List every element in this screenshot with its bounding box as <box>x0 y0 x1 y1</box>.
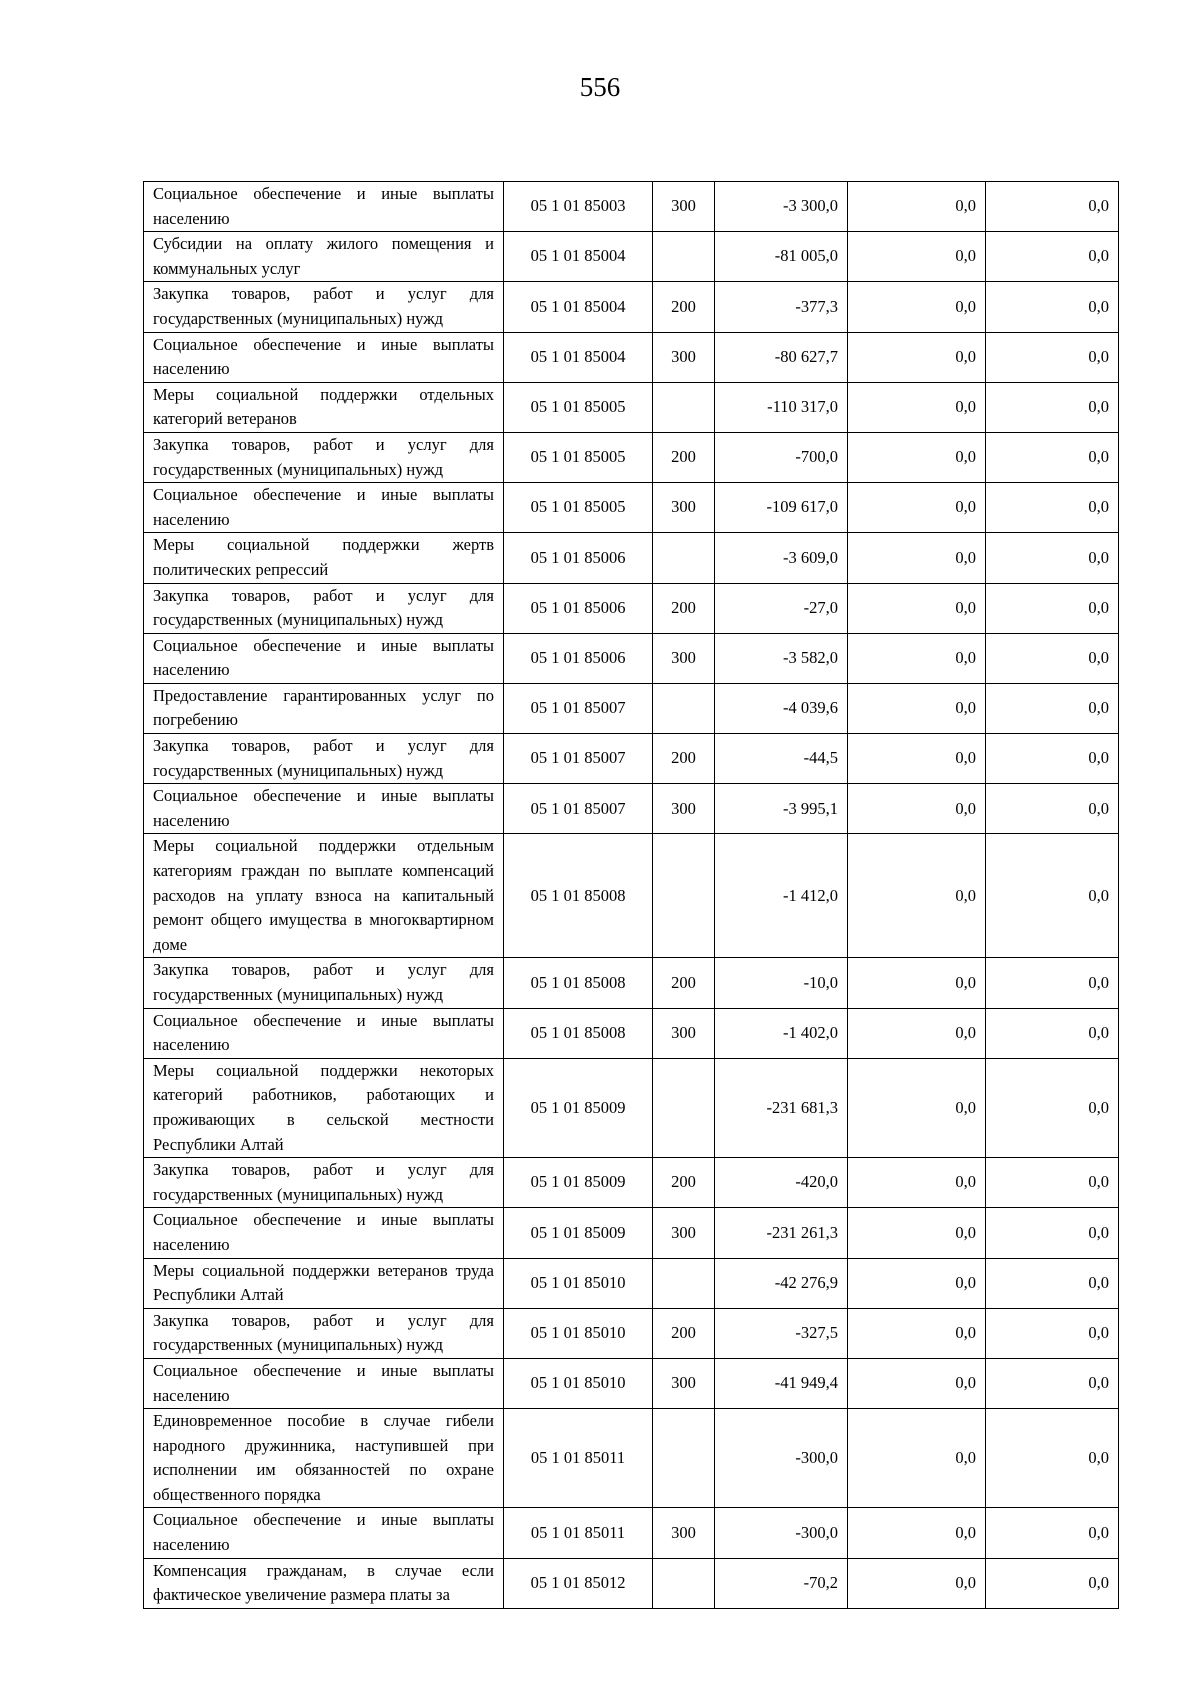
amount-cell: 0,0 <box>848 1508 986 1558</box>
expense-type-code-cell <box>653 1058 715 1157</box>
amount-cell: 0,0 <box>848 583 986 633</box>
target-article-code-cell: 05 1 01 85004 <box>504 332 653 382</box>
amount-cell: 0,0 <box>986 1508 1119 1558</box>
amount-cell: 0,0 <box>986 382 1119 432</box>
amount-cell: 0,0 <box>986 583 1119 633</box>
expense-type-code-cell <box>653 834 715 958</box>
amount-cell: 0,0 <box>848 1409 986 1508</box>
amount-cell: 0,0 <box>848 182 986 232</box>
table-row <box>144 1409 1119 1508</box>
expense-type-code-cell <box>653 382 715 432</box>
table-row <box>144 784 1119 834</box>
table-row <box>144 1508 1119 1558</box>
amount-cell: 0,0 <box>848 633 986 683</box>
table-row <box>144 633 1119 683</box>
expenditure-name-cell: Меры социальной поддержки отдельных категорий ветеранов <box>144 382 504 432</box>
amount-cell: -300,0 <box>715 1409 848 1508</box>
amount-cell: 0,0 <box>848 1058 986 1157</box>
target-article-code-cell: 05 1 01 85007 <box>504 734 653 784</box>
table-row <box>144 332 1119 382</box>
amount-cell: 0,0 <box>986 1558 1119 1608</box>
amount-cell: -80 627,7 <box>715 332 848 382</box>
amount-cell: 0,0 <box>848 382 986 432</box>
target-article-code-cell: 05 1 01 85009 <box>504 1058 653 1157</box>
amount-cell: 0,0 <box>986 683 1119 733</box>
expenditure-name-cell: Меры социальной поддержки некоторых категорий работников, работающих и проживающих в сельской местности Республики Алтай <box>144 1058 504 1157</box>
expense-type-code-cell: 300 <box>653 633 715 683</box>
amount-cell: -700,0 <box>715 432 848 482</box>
amount-cell: -231 681,3 <box>715 1058 848 1157</box>
expense-type-code-cell: 300 <box>653 332 715 382</box>
expenditure-name-cell: Закупка товаров, работ и услуг для государственных (муниципальных) нужд <box>144 1158 504 1208</box>
expenditure-name-cell: Закупка товаров, работ и услуг для государственных (муниципальных) нужд <box>144 1308 504 1358</box>
amount-cell: 0,0 <box>986 958 1119 1008</box>
amount-cell: -109 617,0 <box>715 483 848 533</box>
amount-cell: -41 949,4 <box>715 1358 848 1408</box>
target-article-code-cell: 05 1 01 85008 <box>504 1008 653 1058</box>
amount-cell: 0,0 <box>848 1158 986 1208</box>
amount-cell: 0,0 <box>848 432 986 482</box>
target-article-code-cell: 05 1 01 85006 <box>504 533 653 583</box>
target-article-code-cell: 05 1 01 85004 <box>504 282 653 332</box>
amount-cell: 0,0 <box>986 332 1119 382</box>
table-row <box>144 734 1119 784</box>
expense-type-code-cell <box>653 1258 715 1308</box>
amount-cell: 0,0 <box>986 834 1119 958</box>
target-article-code-cell: 05 1 01 85011 <box>504 1409 653 1508</box>
expense-type-code-cell: 200 <box>653 958 715 1008</box>
target-article-code-cell: 05 1 01 85010 <box>504 1358 653 1408</box>
amount-cell: 0,0 <box>986 1308 1119 1358</box>
expense-type-code-cell <box>653 533 715 583</box>
expense-type-code-cell: 300 <box>653 1208 715 1258</box>
table-row <box>144 958 1119 1008</box>
amount-cell: 0,0 <box>986 1058 1119 1157</box>
expense-type-code-cell: 300 <box>653 483 715 533</box>
expenditure-name-cell: Субсидии на оплату жилого помещения и коммунальных услуг <box>144 232 504 282</box>
expense-type-code-cell: 200 <box>653 1308 715 1358</box>
table-row <box>144 182 1119 232</box>
amount-cell: -3 582,0 <box>715 633 848 683</box>
target-article-code-cell: 05 1 01 85007 <box>504 683 653 733</box>
amount-cell: -231 261,3 <box>715 1208 848 1258</box>
expenditure-name-cell: Закупка товаров, работ и услуг для государственных (муниципальных) нужд <box>144 432 504 482</box>
expense-type-code-cell: 300 <box>653 182 715 232</box>
expenditure-name-cell: Социальное обеспечение и иные выплаты населению <box>144 483 504 533</box>
table-row <box>144 533 1119 583</box>
amount-cell: 0,0 <box>848 784 986 834</box>
expense-type-code-cell: 300 <box>653 784 715 834</box>
amount-cell: -42 276,9 <box>715 1258 848 1308</box>
table-row <box>144 683 1119 733</box>
amount-cell: -110 317,0 <box>715 382 848 432</box>
target-article-code-cell: 05 1 01 85010 <box>504 1308 653 1358</box>
amount-cell: 0,0 <box>986 1008 1119 1058</box>
amount-cell: 0,0 <box>848 332 986 382</box>
amount-cell: 0,0 <box>986 282 1119 332</box>
amount-cell: 0,0 <box>986 232 1119 282</box>
table-row <box>144 1058 1119 1157</box>
amount-cell: 0,0 <box>848 1008 986 1058</box>
target-article-code-cell: 05 1 01 85012 <box>504 1558 653 1608</box>
target-article-code-cell: 05 1 01 85011 <box>504 1508 653 1558</box>
amount-cell: 0,0 <box>848 533 986 583</box>
expenditure-name-cell: Закупка товаров, работ и услуг для государственных (муниципальных) нужд <box>144 958 504 1008</box>
amount-cell: 0,0 <box>848 834 986 958</box>
table-row <box>144 1358 1119 1408</box>
table-row <box>144 232 1119 282</box>
amount-cell: 0,0 <box>848 958 986 1008</box>
amount-cell: -3 609,0 <box>715 533 848 583</box>
amount-cell: 0,0 <box>986 734 1119 784</box>
amount-cell: 0,0 <box>848 1558 986 1608</box>
expense-type-code-cell: 200 <box>653 583 715 633</box>
amount-cell: -327,5 <box>715 1308 848 1358</box>
amount-cell: 0,0 <box>986 1258 1119 1308</box>
target-article-code-cell: 05 1 01 85009 <box>504 1208 653 1258</box>
amount-cell: -4 039,6 <box>715 683 848 733</box>
table-row <box>144 583 1119 633</box>
amount-cell: 0,0 <box>848 1208 986 1258</box>
target-article-code-cell: 05 1 01 85009 <box>504 1158 653 1208</box>
expenditure-name-cell: Социальное обеспечение и иные выплаты населению <box>144 332 504 382</box>
amount-cell: -1 402,0 <box>715 1008 848 1058</box>
amount-cell: 0,0 <box>986 182 1119 232</box>
expenditure-name-cell: Социальное обеспечение и иные выплаты населению <box>144 784 504 834</box>
amount-cell: 0,0 <box>848 483 986 533</box>
amount-cell: -10,0 <box>715 958 848 1008</box>
expense-type-code-cell: 300 <box>653 1508 715 1558</box>
table-row <box>144 382 1119 432</box>
table-row <box>144 483 1119 533</box>
table-row <box>144 1308 1119 1358</box>
expenditure-name-cell: Меры социальной поддержки отдельным категориям граждан по выплате компенсаций расходов на уплату взноса на капитальный ремонт общего имущества в многоквартирном доме <box>144 834 504 958</box>
amount-cell: -3 300,0 <box>715 182 848 232</box>
amount-cell: 0,0 <box>986 1158 1119 1208</box>
expenditure-name-cell: Предоставление гарантированных услуг по погребению <box>144 683 504 733</box>
amount-cell: 0,0 <box>986 784 1119 834</box>
expense-type-code-cell <box>653 232 715 282</box>
expenditure-name-cell: Меры социальной поддержки жертв политических репрессий <box>144 533 504 583</box>
target-article-code-cell: 05 1 01 85006 <box>504 633 653 683</box>
expenditure-name-cell: Социальное обеспечение и иные выплаты населению <box>144 1358 504 1408</box>
target-article-code-cell: 05 1 01 85008 <box>504 958 653 1008</box>
table-row <box>144 834 1119 958</box>
amount-cell: 0,0 <box>848 232 986 282</box>
target-article-code-cell: 05 1 01 85005 <box>504 483 653 533</box>
expenditure-name-cell: Закупка товаров, работ и услуг для государственных (муниципальных) нужд <box>144 734 504 784</box>
target-article-code-cell: 05 1 01 85005 <box>504 382 653 432</box>
amount-cell: -300,0 <box>715 1508 848 1558</box>
expenditure-name-cell: Социальное обеспечение и иные выплаты населению <box>144 633 504 683</box>
amount-cell: -1 412,0 <box>715 834 848 958</box>
target-article-code-cell: 05 1 01 85005 <box>504 432 653 482</box>
target-article-code-cell: 05 1 01 85008 <box>504 834 653 958</box>
amount-cell: 0,0 <box>848 1308 986 1358</box>
target-article-code-cell: 05 1 01 85010 <box>504 1258 653 1308</box>
expenditure-name-cell: Закупка товаров, работ и услуг для государственных (муниципальных) нужд <box>144 282 504 332</box>
expenditure-name-cell: Социальное обеспечение и иные выплаты населению <box>144 1508 504 1558</box>
target-article-code-cell: 05 1 01 85006 <box>504 583 653 633</box>
table-row <box>144 1208 1119 1258</box>
target-article-code-cell: 05 1 01 85004 <box>504 232 653 282</box>
amount-cell: 0,0 <box>986 533 1119 583</box>
amount-cell: -377,3 <box>715 282 848 332</box>
amount-cell: 0,0 <box>848 734 986 784</box>
expenditure-name-cell: Социальное обеспечение и иные выплаты населению <box>144 1208 504 1258</box>
budget-table-body <box>144 182 1119 1609</box>
amount-cell: -70,2 <box>715 1558 848 1608</box>
amount-cell: 0,0 <box>848 282 986 332</box>
amount-cell: 0,0 <box>848 1358 986 1408</box>
expenditure-name-cell: Единовременное пособие в случае гибели народного дружинника, наступившей при исполнении им обязанностей по охране общественного порядка <box>144 1409 504 1508</box>
expense-type-code-cell: 300 <box>653 1358 715 1408</box>
expense-type-code-cell <box>653 1409 715 1508</box>
expense-type-code-cell: 200 <box>653 432 715 482</box>
amount-cell: -420,0 <box>715 1158 848 1208</box>
page-number: 556 <box>579 72 621 102</box>
amount-cell: -44,5 <box>715 734 848 784</box>
target-article-code-cell: 05 1 01 85003 <box>504 182 653 232</box>
expenditure-name-cell: Социальное обеспечение и иные выплаты населению <box>144 182 504 232</box>
amount-cell: -3 995,1 <box>715 784 848 834</box>
amount-cell: 0,0 <box>986 633 1119 683</box>
expenditure-name-cell: Социальное обеспечение и иные выплаты населению <box>144 1008 504 1058</box>
table-row <box>144 1158 1119 1208</box>
table-row <box>144 1008 1119 1058</box>
amount-cell: 0,0 <box>986 1208 1119 1258</box>
amount-cell: -27,0 <box>715 583 848 633</box>
expenditure-name-cell: Меры социальной поддержки ветеранов труда Республики Алтай <box>144 1258 504 1308</box>
amount-cell: -81 005,0 <box>715 232 848 282</box>
expense-type-code-cell: 200 <box>653 734 715 784</box>
amount-cell: 0,0 <box>848 683 986 733</box>
table-row <box>144 282 1119 332</box>
amount-cell: 0,0 <box>986 483 1119 533</box>
target-article-code-cell: 05 1 01 85007 <box>504 784 653 834</box>
expense-type-code-cell <box>653 1558 715 1608</box>
expense-type-code-cell: 200 <box>653 1158 715 1208</box>
expense-type-code-cell <box>653 683 715 733</box>
expenditure-name-cell: Закупка товаров, работ и услуг для государственных (муниципальных) нужд <box>144 583 504 633</box>
table-row <box>144 1258 1119 1308</box>
budget-table <box>143 181 1119 1609</box>
expense-type-code-cell: 200 <box>653 282 715 332</box>
amount-cell: 0,0 <box>986 1409 1119 1508</box>
table-row <box>144 432 1119 482</box>
expense-type-code-cell: 300 <box>653 1008 715 1058</box>
amount-cell: 0,0 <box>986 432 1119 482</box>
expenditure-name-cell: Компенсация гражданам, в случае если фактическое увеличение размера платы за <box>144 1558 504 1608</box>
amount-cell: 0,0 <box>848 1258 986 1308</box>
amount-cell: 0,0 <box>986 1358 1119 1408</box>
table-row <box>144 1558 1119 1608</box>
